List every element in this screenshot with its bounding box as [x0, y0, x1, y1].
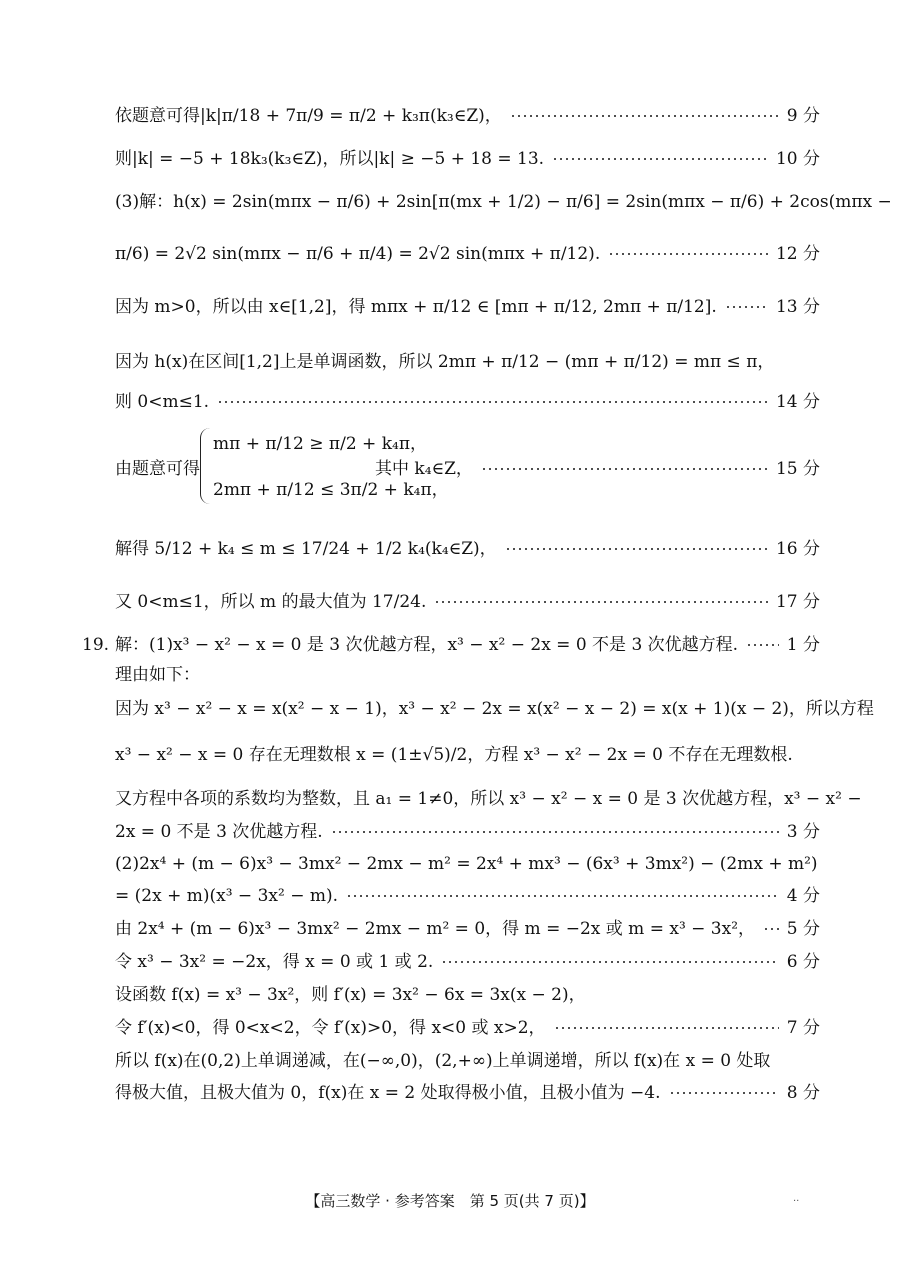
line-text: 其中 k₄∈Z， [375, 459, 473, 479]
score-label: 5 分 [786, 919, 820, 939]
dot-leader [554, 1027, 779, 1029]
score-label: 9 分 [786, 106, 820, 126]
solution-line [115, 1081, 820, 1105]
solution-line [115, 852, 818, 876]
corner-mark: .. [793, 1193, 800, 1204]
score-label: 3 分 [786, 822, 820, 842]
dot-leader [608, 253, 768, 255]
solution-line [115, 537, 820, 561]
line-text: 解得 5/12 + k₄ ≤ m ≤ 17/24 + 1/2 k₄(k₄∈Z)， [115, 539, 497, 559]
score-label: 16 分 [775, 539, 820, 559]
score-label: 10 分 [775, 149, 820, 169]
page-footer: 【高三数学 · 参考答案 第 5 页(共 7 页)】 [305, 1192, 595, 1210]
score-label: 14 分 [775, 392, 820, 412]
solution-line [115, 147, 820, 171]
solution-line [115, 983, 586, 1007]
solution-line [115, 950, 820, 974]
solution-line [115, 1049, 770, 1073]
line-text: 因为 h(x)在区间[1,2]上是单调函数，所以 2mπ + π/12 − (mπ + π/12) = mπ ≤ π， [115, 352, 775, 372]
solution-line [115, 787, 862, 811]
solution-line [115, 663, 200, 687]
score-label: 7 分 [786, 1018, 820, 1038]
line-text: = (2x + m)(x³ − 3x² − m). [115, 886, 339, 906]
question-number: 19. [82, 635, 110, 655]
line-text: 由 2x⁴ + (m − 6)x³ − 3mx² − 2mx − m² = 0，得 m = −2x 或 m = x³ − 3x²， [115, 919, 756, 939]
dot-leader [434, 601, 768, 603]
line-text: 则 0<m≤1. [115, 392, 210, 412]
system-prefix [115, 457, 200, 481]
line-text: π/6) = 2√2 sin(mπx − π/6 + π/4) = 2√2 sin(mπx + π/12). [115, 244, 601, 264]
line-text: 依题意可得|k|π/18 + 7π/9 = π/2 + k₃π(k₃∈Z)， [115, 106, 502, 126]
solution-line [115, 820, 820, 844]
dot-leader [669, 1092, 779, 1094]
solution-line [115, 350, 774, 374]
line-text: 因为 m>0，所以由 x∈[1,2]，得 mπx + π/12 ∈ [mπ + π/12, 2mπ + π/12]. [115, 297, 717, 317]
case-inequality-2: 2mπ + π/12 ≤ 3π/2 + k₄π， [213, 480, 449, 500]
dot-leader [746, 644, 779, 646]
solution-line [115, 590, 820, 614]
score-label: 6 分 [786, 952, 820, 972]
dot-leader [331, 831, 779, 833]
dot-leader [552, 158, 768, 160]
solution-line [115, 917, 820, 941]
dot-leader [217, 401, 768, 403]
line-text: 2x = 0 不是 3 次优越方程. [115, 822, 323, 842]
score-label: 12 分 [775, 244, 820, 264]
line-text: 解：(1)x³ − x² − x = 0 是 3 次优越方程，x³ − x² − 2x = 0 不是 3 次优越方程. [115, 635, 739, 655]
dot-leader [346, 895, 779, 897]
dot-leader [441, 961, 778, 963]
dot-leader [481, 468, 768, 470]
line-text: 设函数 f(x) = x³ − 3x²，则 f′(x) = 3x² − 6x = 3x(x − 2)， [115, 985, 586, 1005]
line-text: 又方程中各项的系数均为整数，且 a₁ = 1≠0，所以 x³ − x² − x = 0 是 3 次优越方程，x³ − x² − [115, 789, 862, 809]
score-label: 13 分 [775, 297, 820, 317]
line-text: 所以 f(x)在(0,2)上单调递减，在(−∞,0)，(2,+∞)上单调递增，所以 f(x)在 x = 0 处取 [115, 1051, 771, 1071]
solution-line [115, 743, 793, 767]
case-inequality-1: mπ + π/12 ≥ π/2 + k₄π， [213, 434, 427, 454]
score-label: 17 分 [775, 592, 820, 612]
line-text: 因为 x³ − x² − x = x(x² − x − 1)，x³ − x² − 2x = x(x² − x − 2) = x(x + 1)(x − 2)，所以方程 [115, 699, 874, 719]
dot-leader [763, 928, 779, 930]
line-text: 理由如下： [115, 665, 200, 685]
line-text: x³ − x² − x = 0 存在无理数根 x = (1±√5)/2，方程 x³ − x² − 2x = 0 不存在无理数根. [115, 745, 793, 765]
line-text: (3)解：h(x) = 2sin(mπx − π/6) + 2sin[π(mx + 1/2) − π/6] = 2sin(mπx − π/6) + 2cos(mπx − [115, 192, 892, 212]
solution-line [115, 697, 874, 721]
dot-leader [505, 548, 768, 550]
solution-line [115, 390, 820, 414]
solution-line [115, 242, 820, 266]
line-text: 又 0<m≤1，所以 m 的最大值为 17/24. [115, 592, 427, 612]
solution-line [115, 104, 820, 128]
dot-leader [725, 306, 768, 308]
solution-line [115, 1016, 820, 1040]
dot-leader [510, 115, 779, 117]
solution-line [115, 190, 892, 214]
solution-line [115, 295, 820, 319]
score-label: 8 分 [786, 1083, 820, 1103]
line-text: 令 x³ − 3x² = −2x，得 x = 0 或 1 或 2. [115, 952, 434, 972]
line-text: 则|k| = −5 + 18k₃(k₃∈Z)，所以|k| ≥ −5 + 18 = 13. [115, 149, 545, 169]
left-brace [200, 428, 213, 504]
line-text: 得极大值，且极大值为 0，f(x)在 x = 2 处取得极小值，且极小值为 −4. [115, 1083, 661, 1103]
solution-line [115, 633, 820, 657]
solution-line [115, 884, 820, 908]
line-text: 由题意可得 [115, 459, 200, 479]
solution-line [375, 457, 820, 481]
score-label: 4 分 [786, 886, 820, 906]
line-text: (2)2x⁴ + (m − 6)x³ − 3mx² − 2mx − m² = 2x⁴ + mx³ − (6x³ + 3mx²) − (2mx + m²) [115, 854, 818, 874]
score-label: 1 分 [786, 635, 820, 655]
line-text: 令 f′(x)<0，得 0<x<2，令 f′(x)>0，得 x<0 或 x>2， [115, 1018, 546, 1038]
score-label: 15 分 [775, 459, 820, 479]
